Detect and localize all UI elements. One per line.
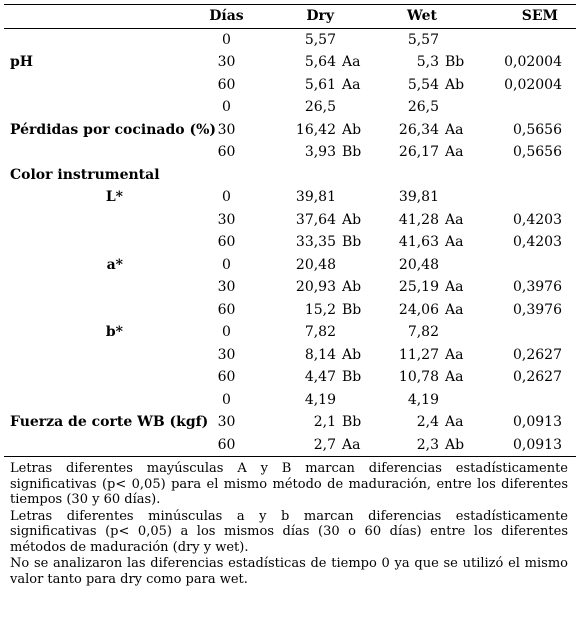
wet-value: 24,06	[398, 301, 439, 318]
dry-value: 2,1	[313, 414, 336, 431]
sem-value	[477, 96, 576, 119]
sem-value: 0,3976	[513, 279, 562, 296]
wet-value: 5,57	[407, 31, 439, 48]
wet-value: 5,54	[407, 76, 439, 93]
sem-value	[477, 186, 576, 209]
row-label: b*	[105, 324, 123, 341]
wet-value: 41,63	[398, 234, 439, 251]
table-body	[4, 28, 576, 457]
sem-value: 0,02004	[504, 76, 562, 93]
header-sem: SEM	[477, 5, 576, 29]
header-variable	[4, 5, 203, 29]
dry-value: 5,61	[304, 76, 336, 93]
dry-letters: Ab	[342, 121, 362, 138]
row-label	[4, 366, 203, 389]
row-label	[4, 344, 203, 367]
dry-letters	[336, 389, 363, 412]
table-row	[4, 74, 576, 97]
header-dry: Dry	[250, 5, 336, 29]
row-label: Color instrumental	[10, 166, 160, 183]
dry-value: 5,64	[304, 54, 336, 71]
dry-value: 20,48	[295, 256, 336, 273]
header-wet-letters	[439, 5, 477, 29]
dry-letters: Aa	[336, 434, 363, 457]
dry-value: 2,7	[250, 434, 336, 457]
wet-letters: Aa	[445, 414, 464, 431]
day-cell: 0	[222, 189, 231, 206]
sem-value: 0,4203	[513, 211, 562, 228]
wet-value: 26,17	[398, 144, 439, 161]
day-cell: 30	[217, 346, 236, 363]
dry-letters: Ab	[342, 279, 362, 296]
row-label	[4, 231, 203, 254]
table-row	[4, 344, 576, 367]
table-row	[4, 96, 576, 119]
wet-letters: Bb	[445, 54, 465, 71]
row-label: Fuerza de corte WB (kgf)	[10, 414, 209, 431]
header-wet: Wet	[363, 5, 439, 29]
dry-letters	[336, 28, 363, 51]
dry-letters: Bb	[342, 414, 362, 431]
wet-letters	[439, 389, 477, 412]
table-row	[4, 411, 576, 434]
day-cell: 60	[217, 301, 236, 318]
row-label	[4, 276, 203, 299]
wet-letters: Aa	[445, 301, 464, 318]
sem-value: 0,0913	[477, 434, 576, 457]
dry-letters: Aa	[342, 76, 361, 93]
wet-value: 20,48	[398, 256, 439, 273]
row-label	[4, 74, 203, 97]
dry-letters	[336, 96, 363, 119]
dry-value: 8,14	[304, 346, 336, 363]
table-row	[4, 209, 576, 232]
wet-letters	[439, 254, 477, 277]
sem-value	[477, 321, 576, 344]
dry-value: 26,5	[304, 99, 336, 116]
day-cell: 30	[217, 54, 236, 71]
day-cell: 0	[222, 256, 231, 273]
wet-letters: Ab	[445, 76, 465, 93]
dry-letters: Bb	[342, 234, 362, 251]
wet-value: 25,19	[398, 279, 439, 296]
row-label	[4, 209, 203, 232]
wet-value: 39,81	[398, 189, 439, 206]
table-row	[4, 28, 576, 51]
table-row	[4, 366, 576, 389]
sem-value	[477, 389, 576, 412]
table-row	[4, 321, 576, 344]
day-cell: 0	[222, 99, 231, 116]
wet-letters: Aa	[445, 211, 464, 228]
table-row	[4, 231, 576, 254]
dry-value: 15,2	[304, 301, 336, 318]
day-cell: 0	[222, 391, 231, 408]
dry-value: 7,82	[304, 324, 336, 341]
footnote: Letras diferentes minúsculas a y b marcan diferencias estadísticamente significativas (p< 0,05) a los mismos días (30 o 60 días) entre los diferentes métodos de maduración (dry y wet).	[10, 508, 568, 555]
table-row	[4, 141, 576, 164]
dry-letters	[336, 254, 363, 277]
day-cell: 60	[217, 369, 236, 386]
wet-value: 2,4	[416, 414, 439, 431]
sem-value: 0,3976	[513, 301, 562, 318]
wet-letters: Aa	[445, 121, 464, 138]
row-label	[4, 389, 203, 412]
dry-letters	[336, 321, 363, 344]
wet-letters	[439, 164, 477, 187]
day-cell: 0	[222, 324, 231, 341]
wet-letters: Aa	[445, 346, 464, 363]
sem-value: 0,02004	[504, 54, 562, 71]
wet-letters	[439, 321, 477, 344]
wet-value: 4,19	[407, 391, 439, 408]
results-table	[4, 4, 576, 457]
footnote: Letras diferentes mayúsculas A y B marcan diferencias estadísticamente significativas (p< 0,05) para el mismo método de maduración, entre los diferentes tiempos (30 y 60 días).	[10, 461, 568, 507]
wet-letters	[439, 28, 477, 51]
table-row	[4, 119, 576, 142]
results-table-container	[4, 4, 576, 588]
table-row	[4, 254, 576, 277]
day-cell: 60	[217, 144, 236, 161]
table-footnotes	[4, 457, 576, 587]
day-cell: 30	[217, 121, 236, 138]
dry-value: 33,35	[295, 234, 336, 251]
dry-letters: Bb	[342, 144, 362, 161]
sem-value: 0,4203	[513, 234, 562, 251]
wet-value: 5,3	[416, 54, 439, 71]
dry-letters	[336, 164, 363, 187]
sem-value	[477, 28, 576, 51]
wet-value: 10,78	[398, 369, 439, 386]
wet-value: 26,5	[407, 99, 439, 116]
row-label: a*	[106, 256, 123, 273]
wet-letters	[439, 186, 477, 209]
dry-value: 37,64	[295, 211, 336, 228]
dry-value: 39,81	[295, 189, 336, 206]
wet-value: 11,27	[398, 346, 439, 363]
table-row	[4, 389, 576, 412]
row-label: Pérdidas por cocinado (%)	[10, 121, 217, 138]
day-cell: 30	[217, 211, 236, 228]
day-cell: 60	[203, 434, 250, 457]
dry-value: 4,19	[304, 391, 336, 408]
row-label	[4, 434, 203, 457]
dry-value	[250, 164, 336, 187]
row-label	[4, 141, 203, 164]
day-cell: 30	[217, 414, 236, 431]
table-row	[4, 186, 576, 209]
day-cell	[203, 164, 250, 187]
header-dry-letters	[336, 5, 363, 29]
row-label: pH	[10, 54, 34, 71]
row-label: L*	[105, 189, 123, 206]
wet-letters: Ab	[439, 434, 477, 457]
wet-letters: Aa	[445, 369, 464, 386]
dry-value: 3,93	[304, 144, 336, 161]
dry-value: 16,42	[295, 121, 336, 138]
dry-letters: Bb	[342, 301, 362, 318]
table-header-row	[4, 5, 576, 29]
day-cell: 60	[217, 234, 236, 251]
wet-value	[363, 164, 439, 187]
sem-value: 0,5656	[513, 144, 562, 161]
wet-value: 41,28	[398, 211, 439, 228]
wet-value: 2,3	[363, 434, 439, 457]
wet-letters: Aa	[445, 234, 464, 251]
sem-value: 0,2627	[513, 346, 562, 363]
sem-value	[477, 164, 576, 187]
sem-value: 0,2627	[513, 369, 562, 386]
dry-letters: Bb	[342, 369, 362, 386]
sem-value: 0,5656	[513, 121, 562, 138]
dry-value: 4,47	[304, 369, 336, 386]
footnote: No se analizaron las diferencias estadísticas de tiempo 0 ya que se utilizó el mismo valor tanto para dry como para wet.	[10, 556, 568, 587]
wet-letters	[439, 96, 477, 119]
day-cell: 30	[217, 279, 236, 296]
dry-letters: Ab	[342, 211, 362, 228]
dry-letters: Ab	[342, 346, 362, 363]
day-cell: 60	[217, 76, 236, 93]
row-label	[4, 299, 203, 322]
table-row	[4, 434, 576, 457]
wet-letters: Aa	[445, 144, 464, 161]
table-row	[4, 299, 576, 322]
sem-value	[477, 254, 576, 277]
wet-letters: Aa	[445, 279, 464, 296]
row-label	[4, 96, 203, 119]
dry-value: 5,57	[304, 31, 336, 48]
dry-letters: Aa	[342, 54, 361, 71]
day-cell: 0	[222, 31, 231, 48]
table-row	[4, 276, 576, 299]
dry-value: 20,93	[295, 279, 336, 296]
table-row	[4, 51, 576, 74]
table-row	[4, 164, 576, 187]
dry-letters	[336, 186, 363, 209]
row-label	[4, 28, 203, 51]
sem-value: 0,0913	[513, 414, 562, 431]
wet-value: 7,82	[407, 324, 439, 341]
header-days: Días	[203, 5, 250, 29]
wet-value: 26,34	[398, 121, 439, 138]
